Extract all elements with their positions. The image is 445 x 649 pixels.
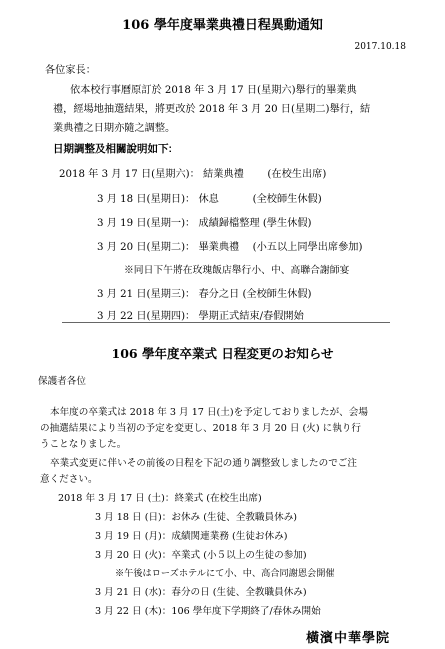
school-signature: 橫濱中華學院 (305, 631, 390, 646)
zh-schedule-line-6: 3 月 22 日(星期四)： 學期正式結束/春假開始 (97, 311, 304, 322)
ja-paragraph1-line-2: の抽選結果により当初の予定を変更し、2018 年 3 月 20 日 (火) に執り行 (40, 423, 361, 434)
chinese-salutation: 各位家長： (45, 65, 96, 76)
ja-paragraph2-line-1: 卒業式変更に伴いその前後の日程を下記の通り調整致しましたのでご注 (50, 458, 357, 469)
ja-paragraph1-line-1: 本年度の卒業式は 2018 年 3 月 17 日(土)を予定しておりましたが、会場 (50, 407, 368, 418)
zh-schedule-line-3: 3 月 19 日(星期一)： 成績歸檔整理 (學生休假) (97, 218, 312, 229)
ja-schedule-line-2: 3 月 18 日 (日)：お休み (生徒、全教職員休み) (95, 512, 298, 523)
zh-schedule-line-2: 3 月 18 日(星期日)： 休息 (全校師生休假) (97, 194, 322, 205)
zh-schedule-line-5: 3 月 21 日(星期三)： 春分之日 (全校師生休假) (97, 289, 312, 300)
ja-schedule-line-5: 3 月 21 日 (水)：春分の日 (生徒、全教職員休み) (95, 587, 307, 598)
ja-paragraph1-line-3: うことなりました。 (40, 439, 127, 450)
ja-schedule-note: ※午後はローズホテルにて小、中、高合同謝恩会開催 (115, 568, 335, 579)
chinese-paragraph-line-1: 依本校行事曆原訂於 2018 年 3 月 17 日(星期六)舉行的畢業典 (70, 85, 357, 96)
ja-schedule-line-3: 3 月 19 日 (月)：成績関連業務 (生徒お休み) (95, 531, 288, 542)
chinese-paragraph-line-2: 禮，經場地抽選結果，將更改於 2018 年 3 月 20 日(星期二)舉行，結 (53, 104, 371, 115)
japanese-salutation: 保護者各位 (38, 376, 86, 387)
schedule-lead: 日期調整及相關說明如下: (53, 143, 172, 155)
chinese-paragraph-line-3: 業典禮之日期亦隨之調整。 (53, 123, 176, 134)
chinese-title: 106 學年度畢業典禮日程異動通知 (122, 18, 323, 33)
zh-schedule-line-4: 3 月 20 日(星期二)： 畢業典禮 (小五以上同學出席參加) (97, 242, 363, 253)
section-divider (62, 322, 390, 323)
zh-schedule-line-1: 2018 年 3 月 17 日(星期六)： 結業典禮 (在校生出席) (59, 169, 327, 180)
zh-schedule-note: ※同日下午將在玫瑰飯店舉行小、中、高聯合謝師宴 (124, 265, 350, 276)
ja-schedule-line-1: 2018 年 3 月 17 日 (土)：終業式 (在校生出席) (58, 493, 262, 504)
ja-schedule-line-6: 3 月 22 日 (木)：106 學年度下学期終了/春休み開始 (95, 606, 321, 617)
ja-paragraph2-line-2: 意ください。 (40, 474, 98, 485)
japanese-title: 106 學年度卒業式 日程変更のお知らせ (111, 346, 334, 361)
ja-schedule-line-4: 3 月 20 日 (火)：卒業式 (小５以上の生徒の参加) (95, 550, 307, 561)
notice-date: 2017.10.18 (354, 42, 406, 52)
